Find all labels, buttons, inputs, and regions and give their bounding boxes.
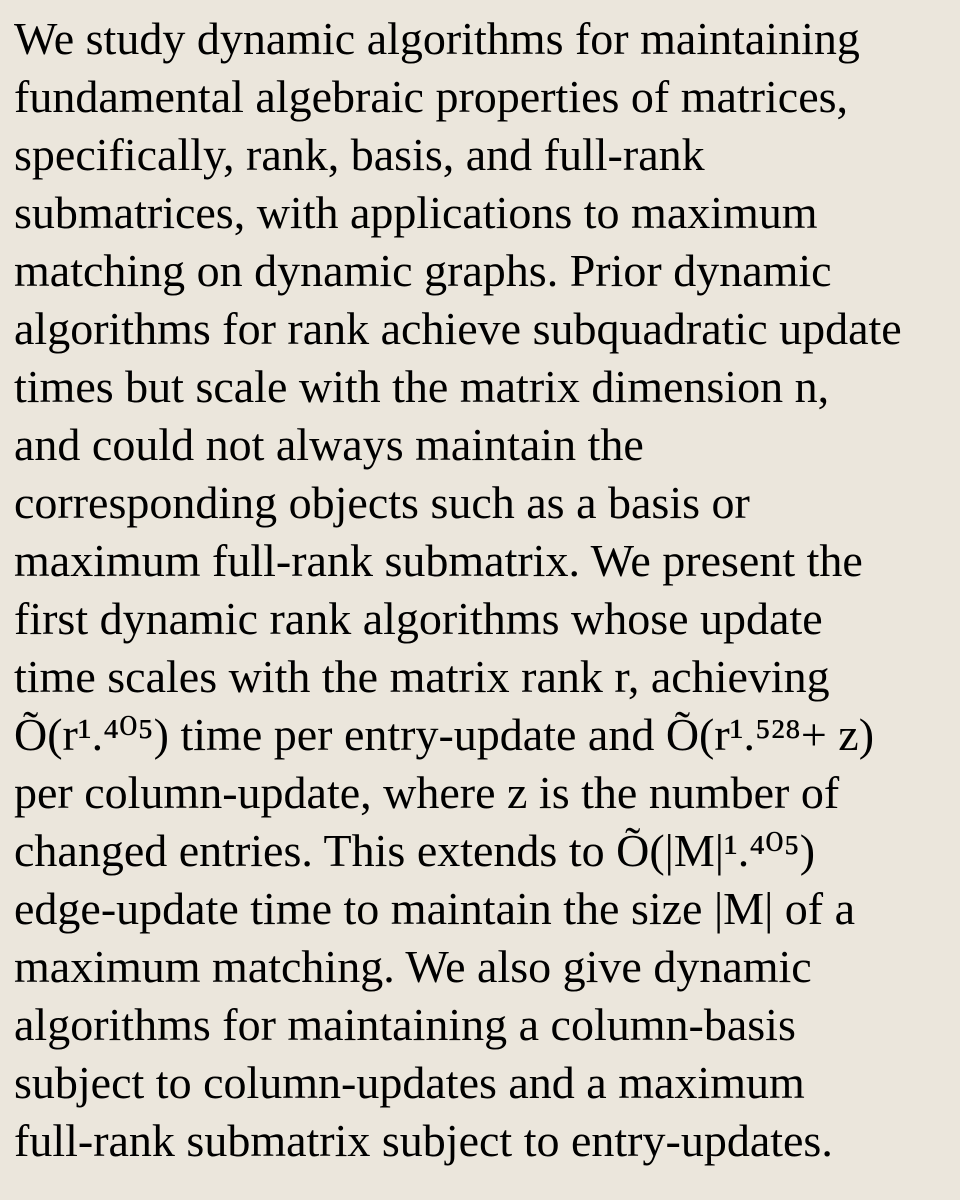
text-line: Õ(r¹.⁴⁰⁵) time per entry-update and Õ(r¹.⁵²⁸+ z): [14, 709, 875, 760]
text-line: per column-update, where z is the number of: [14, 767, 840, 818]
text-line: and could not always maintain the: [14, 419, 644, 470]
text-line: maximum full-rank submatrix. We present the: [14, 535, 863, 586]
text-line: matching on dynamic graphs. Prior dynamic: [14, 245, 832, 296]
text-line: fundamental algebraic properties of matrices,: [14, 71, 849, 122]
text-line: first dynamic rank algorithms whose update: [14, 593, 823, 644]
text-line: submatrices, with applications to maximum: [14, 187, 818, 238]
text-line: full-rank submatrix subject to entry-updates.: [14, 1115, 833, 1166]
text-line: subject to column-updates and a maximum: [14, 1057, 805, 1108]
text-line: algorithms for rank achieve subquadratic update: [14, 303, 902, 354]
text-line: corresponding objects such as a basis or: [14, 477, 750, 528]
abstract-text: [14, 10, 960, 1170]
text-line: maximum matching. We also give dynamic: [14, 941, 812, 992]
text-line: time scales with the matrix rank r, achieving: [14, 651, 830, 702]
text-line: specifically, rank, basis, and full-rank: [14, 129, 705, 180]
text-line: edge-update time to maintain the size |M| of a: [14, 883, 856, 934]
text-line: algorithms for maintaining a column-basis: [14, 999, 796, 1050]
text-line: times but scale with the matrix dimension n,: [14, 361, 830, 412]
text-line: changed entries. This extends to Õ(|M|¹.⁴⁰⁵): [14, 825, 816, 876]
text-line: We study dynamic algorithms for maintaining: [14, 13, 860, 64]
